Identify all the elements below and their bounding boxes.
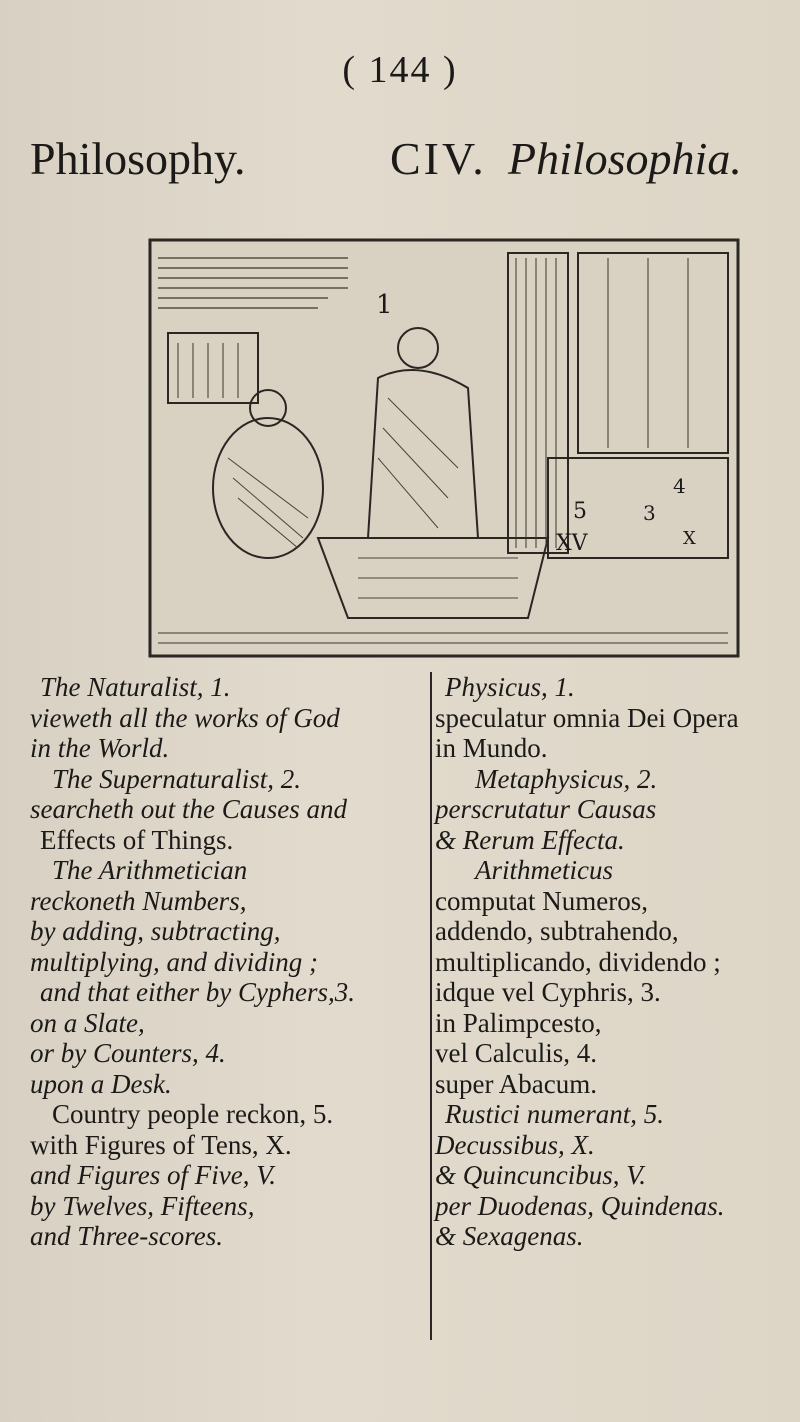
latin-line: addendo, subtrahendo, [435,916,679,946]
english-line: The Arithmetician [52,855,248,885]
english-line: upon a Desk. [30,1068,172,1099]
english-line: reckoneth Numbers, [30,885,247,916]
column-divider [430,672,432,1340]
latin-line: in Palimpcesto, [435,1007,602,1038]
heading-numeral: CIV. [390,133,487,184]
english-line: and Figures of Five, V. [30,1160,276,1190]
latin-line: vel Calculis, 4. [435,1038,597,1068]
latin-line: Arithmeticus [475,855,613,885]
latin-line: & Quincuncibus, V. [435,1160,646,1190]
english-line: or by Counters, 4. [30,1038,226,1068]
latin-column [435,672,800,1252]
latin-line: Rustici numerant, 5. [445,1099,664,1129]
latin-line: & Rerum Effecta. [435,824,625,855]
english-line: Effects of Things. [40,824,234,855]
latin-line: perscrutatur Causas [435,794,657,824]
english-line: The Naturalist, 1. [40,672,231,702]
latin-line: in Mundo. [435,733,548,763]
page-number: ( 144 ) [342,49,458,91]
latin-line: speculatur omnia Dei Opera [435,702,739,733]
heading-english: Philosophy. [30,133,246,184]
latin-line: idque vel Cyphris, 3. [435,977,661,1007]
english-line: by adding, subtracting, [30,916,281,946]
english-line: on a Slate, [30,1007,145,1038]
english-line: searcheth out the Causes and [30,794,347,824]
svg-text:5: 5 [573,499,587,524]
english-line: in the World. [30,733,170,763]
english-line: vieweth all the works of God [30,702,340,733]
english-line: multiplying, and dividing ; [30,946,318,977]
svg-text:4: 4 [673,474,686,498]
latin-line: per Duodenas, Quindenas. [435,1190,725,1221]
english-line: and Three-scores. [30,1221,223,1251]
heading-latin: Philosophia. [508,133,742,184]
english-line: with Figures of Tens, X. [30,1129,292,1160]
latin-line: multiplicando, dividendo ; [435,946,721,977]
latin-line: Physicus, 1. [445,672,575,702]
svg-text:XV: XV [556,531,588,556]
english-column [30,672,430,1252]
latin-line: & Sexagenas. [435,1221,584,1251]
figure-label-1: 1 [376,290,393,320]
english-line: The Supernaturalist, 2. [52,763,302,794]
chapter-heading [0,132,800,192]
english-line: and that either by Cyphers,3. [40,977,355,1007]
latin-line: super Abacum. [435,1068,597,1099]
svg-text:3: 3 [643,501,656,525]
engraving-illustration-icon [148,238,740,658]
latin-line: Metaphysicus, 2. [475,763,658,794]
english-line: by Twelves, Fifteens, [30,1190,255,1221]
svg-text:X: X [683,528,696,549]
english-line: Country people reckon, 5. [52,1099,334,1129]
latin-line: computat Numeros, [435,885,648,916]
latin-line: Decussibus, X. [435,1129,595,1160]
